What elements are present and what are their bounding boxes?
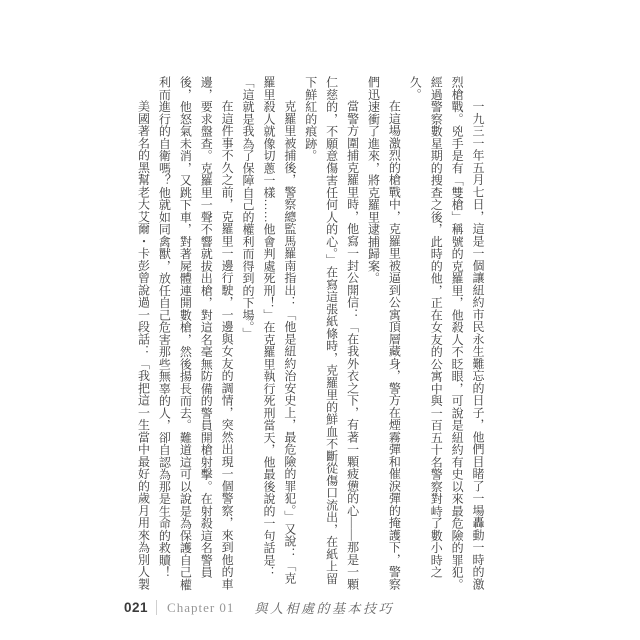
body-text xyxy=(133,76,488,591)
body-paragraph: 當警方圍捕克羅里時，他寫一封公開信：「在我外衣之下，有著一顆疲憊的心——那是一顆仁慈的，不願意傷害任何人的心。」在寫這張紙條時，克羅里的鮮血不斷從傷口流出，在紙上留下鮮紅的痕跡。 xyxy=(303,76,360,590)
page-footer xyxy=(124,598,394,617)
body-paragraph: 「這就是我為了保障自己的權利而得到的下場。」 xyxy=(241,76,256,340)
footer-divider xyxy=(156,600,157,615)
body-paragraph: 克羅里被捕後，警察總監馬羅南指出：「他是紐約治安史上，最危險的罪犯。」又說：「克羅里殺人就像切蔥一樣……他會判處死刑！」在克羅里執行死刑當天，他最後說的一句話是： xyxy=(261,76,297,584)
body-paragraph: 美國著名的黑幫老大艾爾・卡彭曾說過一段話：「我把這一生當中最好的歲月用來為別人製 xyxy=(136,100,151,590)
body-paragraph: 一九三一年五月七日，這是一個讓紐約市民永生難忘的日子，他們目睹了一場轟動一時的激烈槍戰。兇手是有「雙槍」稱號的克羅里，他殺人不眨眼，可說是紐約有史以來最危險的罪犯。經過警察數星期的搜查之後，此時的他，正在女友的公寓中與一百五十名警察對峙了數小時之久。 xyxy=(408,76,485,591)
page-number: 021 xyxy=(124,600,149,615)
chapter-title: 與人相處的基本技巧 xyxy=(254,601,394,616)
body-paragraph: 在這件事不久之前，克羅里一邊行駛，一邊與女友的調情，突然出現一個警察，來到他的車邊，要求盤查。克羅里一聲不響就拔出槍，對這名毫無防備的警員開槍射擊。在射殺這名警員後，他怒氣未消，又跳下車，對著屍體連開數槍，然後揚長而去。難道這可以說是為保護自己權利而進行的自衛嗎？他就如同禽獸，放任自己危害那些無辜的人，卻自認為那是生命的救贖！ xyxy=(157,76,235,591)
body-paragraph: 在這場激烈的槍戰中，克羅里被逼到公寓頂層藏身，警方在煙霧彈和催淚彈的掩護下，警察們迅速衝了進來，將克羅里逮捕歸案。 xyxy=(366,76,402,590)
chapter-label: Chapter 01 xyxy=(167,599,235,615)
